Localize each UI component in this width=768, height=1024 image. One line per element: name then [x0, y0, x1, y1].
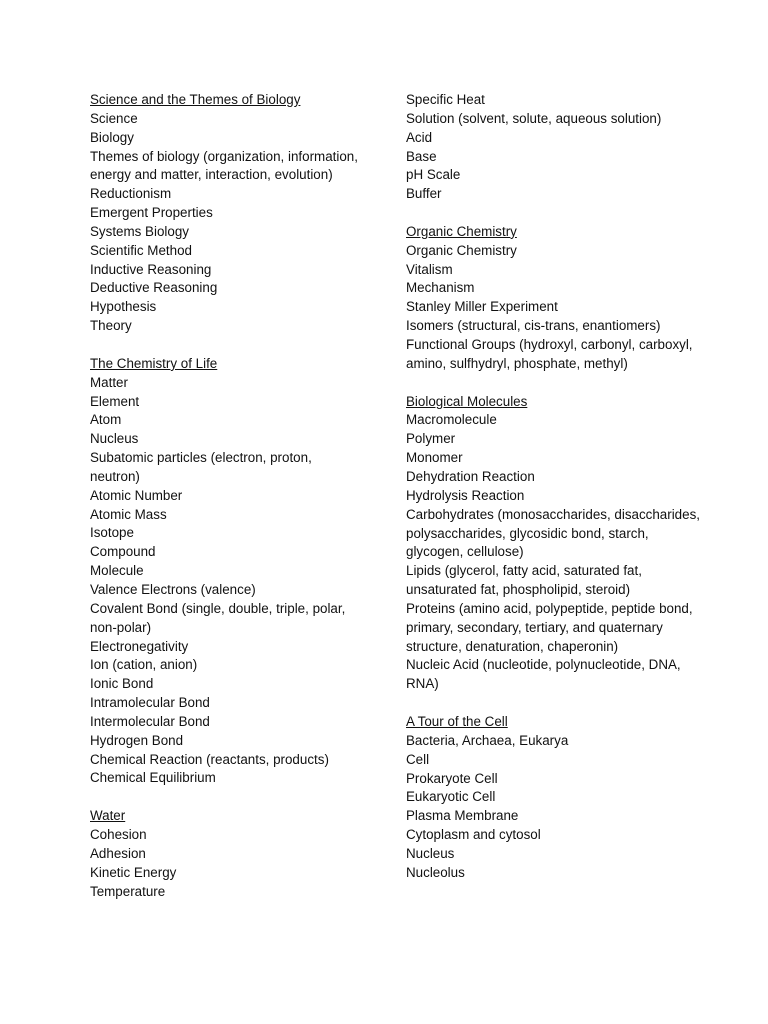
term-item: Isomers (structural, cis-trans, enantiomers)	[406, 318, 661, 334]
section-biological-molecules	[406, 393, 706, 695]
section-heading: Organic Chemistry	[406, 223, 517, 239]
term-item: Hypothesis	[90, 299, 157, 315]
term-item: Vitalism	[406, 261, 453, 277]
term-item: Carbohydrates (monosaccharides, disaccharides, polysaccharides, glycosidic bond, starch, glycogen, cellulose)	[406, 506, 700, 560]
term-item: Systems Biology	[90, 223, 189, 239]
term-item: Element	[90, 393, 140, 409]
term-item: Monomer	[406, 450, 463, 466]
term-list	[90, 374, 365, 789]
term-item: Prokaryote Cell	[406, 770, 498, 786]
term-item: Intermolecular Bond	[90, 713, 210, 729]
term-item: Atomic Mass	[90, 506, 167, 522]
term-item: Acid	[406, 129, 433, 145]
term-item: Isotope	[90, 525, 134, 541]
term-item: Kinetic Energy	[90, 864, 177, 880]
term-item: Hydrolysis Reaction	[406, 487, 525, 503]
right-column	[406, 91, 706, 901]
term-item: Molecule	[90, 563, 144, 579]
term-item: Adhesion	[90, 845, 146, 861]
term-item: Base	[406, 148, 437, 164]
term-item: Solution (solvent, solute, aqueous solution)	[406, 110, 662, 126]
term-list	[406, 411, 706, 694]
term-list	[90, 826, 365, 901]
term-item: Reductionism	[90, 186, 172, 202]
term-list	[406, 242, 706, 374]
term-list	[90, 110, 365, 336]
term-item: Ion (cation, anion)	[90, 657, 198, 673]
section-continued	[406, 91, 706, 204]
term-item: pH Scale	[406, 167, 461, 183]
term-item: Nucleus	[90, 431, 139, 447]
left-column	[90, 91, 365, 920]
section-heading: Science and the Themes of Biology	[90, 92, 301, 107]
term-item: Matter	[90, 374, 128, 390]
term-list	[406, 732, 706, 883]
term-item: Functional Groups (hydroxyl, carbonyl, carboxyl, amino, sulfhydryl, phosphate, methyl)	[406, 337, 693, 371]
term-item: Cytoplasm and cytosol	[406, 827, 541, 843]
section-organic-chemistry	[406, 223, 706, 374]
term-item: Chemical Equilibrium	[90, 770, 216, 786]
term-item: Nucleus	[406, 845, 455, 861]
term-item: Bacteria, Archaea, Eukarya	[406, 732, 569, 748]
term-item: Hydrogen Bond	[90, 732, 184, 748]
term-item: Subatomic particles (electron, proton, neutron)	[90, 450, 312, 484]
term-item: Covalent Bond (single, double, triple, polar, non-polar)	[90, 600, 346, 635]
term-item: Inductive Reasoning	[90, 261, 212, 277]
term-item: Temperature	[90, 883, 166, 899]
term-item: Compound	[90, 544, 156, 560]
term-item: Lipids (glycerol, fatty acid, saturated fat, unsaturated fat, phospholipid, steroid)	[406, 563, 642, 598]
term-item: Theory	[90, 318, 132, 334]
term-item: Science	[90, 110, 138, 126]
term-item: Buffer	[406, 186, 442, 202]
term-item: Themes of biology (organization, information, energy and matter, interaction, evolution)	[90, 148, 358, 183]
section-heading: A Tour of the Cell	[406, 713, 508, 729]
term-item: Stanley Miller Experiment	[406, 299, 558, 315]
term-item: Ionic Bond	[90, 676, 154, 692]
term-item: Proteins (amino acid, polypeptide, peptide bond, primary, secondary, tertiary, and quaternary structure, denaturation, chaperonin)	[406, 600, 693, 654]
term-item: Mechanism	[406, 280, 475, 296]
term-item: Nucleolus	[406, 864, 465, 880]
term-item: Atomic Number	[90, 487, 183, 503]
section-a-tour-of-the-cell	[406, 713, 706, 883]
term-list	[406, 91, 706, 204]
term-item: Specific Heat	[406, 92, 485, 107]
term-item: Eukaryotic Cell	[406, 789, 496, 805]
term-item: Nucleic Acid (nucleotide, polynucleotide, DNA, RNA)	[406, 657, 681, 692]
term-item: Scientific Method	[90, 242, 192, 258]
term-item: Valence Electrons (valence)	[90, 581, 256, 597]
term-item: Biology	[90, 129, 134, 145]
section-water	[90, 807, 365, 901]
term-item: Polymer	[406, 431, 456, 447]
section-the-chemistry-of-life	[90, 355, 365, 788]
term-item: Chemical Reaction (reactants, products)	[90, 751, 329, 767]
term-item: Intramolecular Bond	[90, 695, 210, 711]
term-item: Dehydration Reaction	[406, 468, 535, 484]
term-item: Electronegativity	[90, 638, 189, 654]
section-science-and-the-themes-of-biology	[90, 91, 365, 336]
section-heading: The Chemistry of Life	[90, 355, 218, 371]
term-item: Macromolecule	[406, 412, 497, 428]
section-heading: Biological Molecules	[406, 393, 528, 409]
term-item: Plasma Membrane	[406, 808, 519, 824]
term-item: Organic Chemistry	[406, 242, 517, 258]
term-item: Cohesion	[90, 827, 147, 842]
term-item: Atom	[90, 412, 122, 428]
term-item: Emergent Properties	[90, 205, 213, 221]
section-heading: Water	[90, 808, 126, 824]
term-item: Cell	[406, 751, 430, 767]
term-item: Deductive Reasoning	[90, 280, 218, 296]
